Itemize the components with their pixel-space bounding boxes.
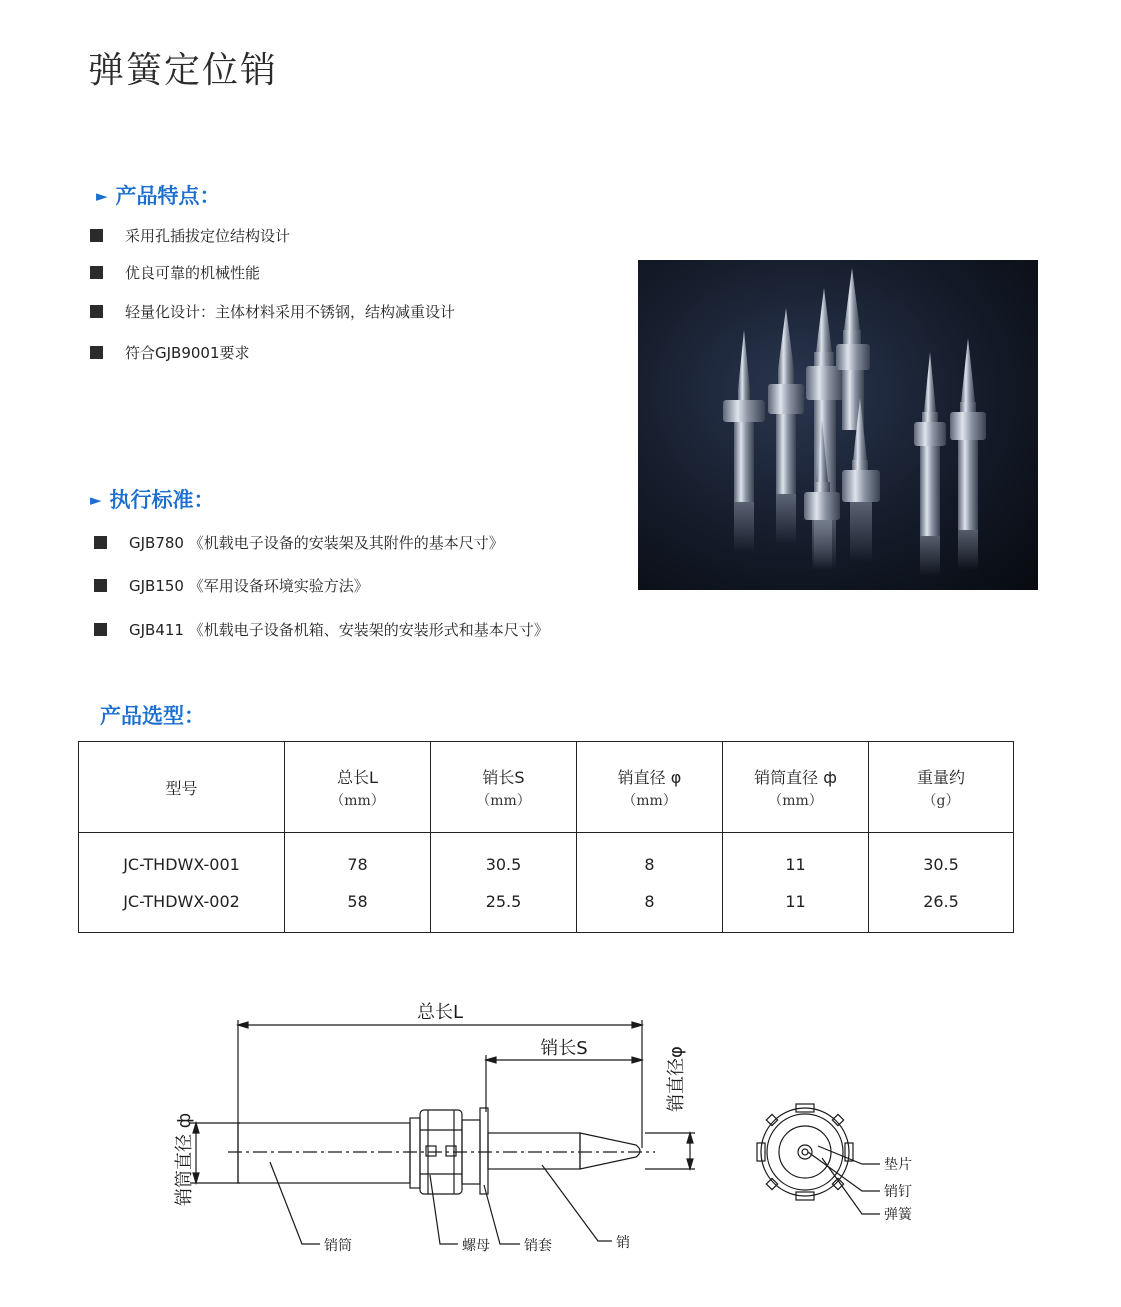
part-label-spring: 弹簧 xyxy=(884,1207,912,1223)
column-header-pin-diameter: 销直径 φ （mm） xyxy=(577,742,723,833)
column-header-sleeve-diameter: 销筒直径 ф （mm） xyxy=(723,742,869,833)
table-header-row xyxy=(79,742,1014,833)
feature-item: 采用孔插拔定位结构设计 xyxy=(90,225,290,246)
square-bullet-icon xyxy=(90,346,103,359)
feature-item: 符合GJB9001要求 xyxy=(90,342,250,363)
cell-pin-diameter: 8 8 xyxy=(577,833,723,933)
total-length-label: 总长L xyxy=(416,1002,464,1023)
square-bullet-icon xyxy=(90,305,103,318)
pin-length-label: 销长S xyxy=(540,1038,588,1059)
column-header-pin-length: 销长S （mm） xyxy=(431,742,577,833)
pin-diameter-label: 销直径φ xyxy=(666,1046,687,1112)
standard-item: GJB150 《军用设备环境实验方法》 xyxy=(94,575,369,596)
part-label-pin: 销 xyxy=(616,1235,630,1251)
table-row xyxy=(79,833,1014,933)
standard-item: GJB780 《机载电子设备的安装架及其附件的基本尺寸》 xyxy=(94,532,504,553)
cell-sleeve-diameter: 11 11 xyxy=(723,833,869,933)
technical-drawing xyxy=(0,990,1121,1290)
column-header-model: 型号 xyxy=(79,742,285,833)
cell-total-length: 78 58 xyxy=(285,833,431,933)
column-header-weight: 重量约 （g） xyxy=(869,742,1014,833)
sleeve-diameter-label: 销筒直径 ф xyxy=(174,1112,195,1206)
product-photo xyxy=(638,260,1038,590)
selection-heading: 产品选型： xyxy=(100,704,205,728)
triangle-bullet-icon: ► xyxy=(90,491,102,509)
selection-table xyxy=(78,741,1014,933)
features-heading: ► 产品特点： xyxy=(96,184,221,208)
part-label-nut: 螺母 xyxy=(462,1238,490,1254)
feature-item: 优良可靠的机械性能 xyxy=(90,262,260,283)
part-label-sleeve-tube: 销筒 xyxy=(324,1238,352,1254)
feature-item: 轻量化设计：主体材料采用不锈钢，结构减重设计 xyxy=(90,301,455,322)
square-bullet-icon xyxy=(94,536,107,549)
triangle-bullet-icon: ► xyxy=(96,187,108,205)
square-bullet-icon xyxy=(94,623,107,636)
cell-weight: 30.5 26.5 xyxy=(869,833,1014,933)
column-header-total-length: 总长L （mm） xyxy=(285,742,431,833)
square-bullet-icon xyxy=(90,229,103,242)
standards-heading: ► 执行标准： xyxy=(90,488,215,512)
product-photo-art xyxy=(638,260,1038,590)
cell-model: JC-THDWX-001 JC-THDWX-002 xyxy=(79,833,285,933)
cell-pin-length: 30.5 25.5 xyxy=(431,833,577,933)
part-label-washer: 垫片 xyxy=(884,1157,912,1173)
square-bullet-icon xyxy=(94,579,107,592)
part-label-pin-sleeve: 销套 xyxy=(524,1238,552,1254)
page-title: 弹簧定位销 xyxy=(88,50,279,91)
square-bullet-icon xyxy=(90,266,103,279)
standard-item: GJB411 《机载电子设备机箱、安装架的安装形式和基本尺寸》 xyxy=(94,619,549,640)
part-label-pin-nail: 销钉 xyxy=(884,1184,912,1200)
